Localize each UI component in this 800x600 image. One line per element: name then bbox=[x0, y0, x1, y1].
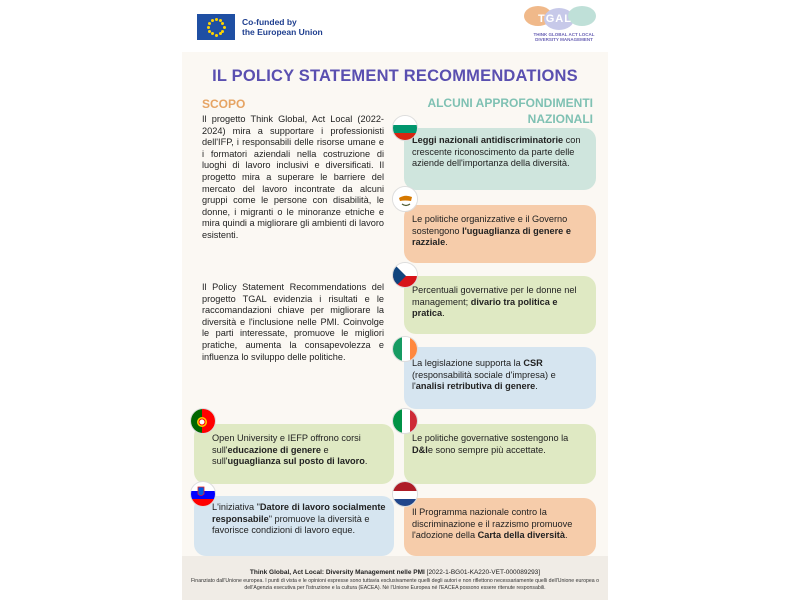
eu-star-icon bbox=[208, 30, 211, 33]
eu-star-icon bbox=[223, 26, 226, 29]
header bbox=[182, 0, 608, 52]
italy-flag-icon bbox=[392, 408, 418, 434]
bulgaria-flag-icon bbox=[392, 115, 418, 141]
eu-cofunded-label: Co-funded by the European Union bbox=[242, 17, 323, 37]
eu-flag-icon bbox=[197, 14, 235, 40]
portugal-flag-icon bbox=[190, 408, 216, 434]
logo-subtitle: THINK GLOBAL ACT LOCAL DIVERSITY MANAGEMENT bbox=[533, 32, 595, 42]
eu-star-icon bbox=[208, 22, 211, 25]
insight-cyprus: Le politiche organizzative e il Governo sostengono l'uguaglianza di genere e razziale. bbox=[404, 205, 596, 263]
eu-star-icon bbox=[219, 32, 222, 35]
page-title: IL POLICY STATEMENT RECOMMENDATIONS bbox=[212, 67, 578, 85]
eu-star-icon bbox=[215, 34, 218, 37]
ireland-flag-icon bbox=[392, 336, 418, 362]
scopo-paragraph-1: Il progetto Think Global, Act Local (2022-2024) mira a supportare i professionisti dell'IFP, i responsabili delle risorse umane e i formatori aziendali nella costruzione di luoghi di lavoro inclusivi e diversificati. Il progetto mira a superare le barriere del mercato del lavoro incontrate da alcuni gruppi come le persone con disabilità, le donne, i migranti o le minoranze etniche e mira quindi a migliorare gli ambienti di lavoro esistenti. bbox=[202, 114, 384, 240]
netherlands-flag-icon bbox=[392, 481, 418, 507]
approfondimenti-heading: ALCUNI APPROFONDIMENTI NAZIONALI bbox=[427, 96, 593, 126]
insight-bulgaria: Leggi nazionali antidiscriminatorie con crescente riconoscimento da parte delle aziende dell'importanza della diversità. bbox=[404, 128, 596, 190]
scopo-heading: SCOPO bbox=[202, 97, 246, 111]
insight-netherlands: Il Programma nazionale contro la discriminazione e il razzismo promuove l'adozione della Carta della diversità. bbox=[404, 498, 596, 556]
eu-star-icon bbox=[207, 26, 210, 29]
eu-star-icon bbox=[215, 18, 218, 21]
czech-flag-icon bbox=[392, 262, 418, 288]
policy-flyer bbox=[182, 0, 608, 600]
insight-ireland: La legislazione supporta la CSR (responsabilità sociale d'impresa) e l'analisi retributiva di genere. bbox=[404, 347, 596, 409]
speech-bubbles-logo-icon bbox=[522, 4, 602, 50]
footer-project: Think Global, Act Local: Diversity Management nelle PMI [2022-1-BG01-KA220-VET-000089293] bbox=[249, 569, 541, 576]
slovenia-flag-icon bbox=[190, 481, 216, 507]
insight-portugal: Open University e IEFP offrono corsi sull'educazione di genere e sull'uguaglianza sul posto di lavoro. bbox=[194, 424, 394, 484]
insight-slovenia: L'iniziativa "Datore di lavoro socialmente responsabile" promuove la diversità e favorisce condizioni di lavoro eque. bbox=[194, 496, 394, 556]
insight-italy: Le politiche governative sostengono la D&Ie sono sempre più accettate. bbox=[404, 424, 596, 484]
eu-star-icon bbox=[221, 22, 224, 25]
eu-star-icon bbox=[211, 32, 214, 35]
insight-czech: Percentuali governative per le donne nel management; divario tra politica e pratica. bbox=[404, 276, 596, 334]
scopo-paragraph-2: Il Policy Statement Recommendations del progetto TGAL evidenzia i risultati e le raccomandazioni chiave per migliorare la diversità e l'inclusione nelle PMI. Coinvolge le parti interessate, promuove le migliori pratiche, aumenta la consapevolezza e influenza lo sviluppo delle politiche. bbox=[202, 282, 384, 362]
cyprus-flag-icon bbox=[392, 186, 418, 212]
eu-star-icon bbox=[211, 19, 214, 22]
footer-disclaimer: Finanziato dall'Unione europea. I punti di vista e le opinioni espresse sono tuttavia esclusivamente quelli degli autori e non riflettono necessariamente quelli dell'Unione europea o dell'Agenzia esecutiva per l'istruzione e la cultura (EACEA). Né l'Unione Europea né l'EACEA possono essere ritenute responsabili. bbox=[190, 578, 599, 591]
eu-star-icon bbox=[221, 30, 224, 33]
logo-text: TGAL bbox=[538, 13, 572, 25]
